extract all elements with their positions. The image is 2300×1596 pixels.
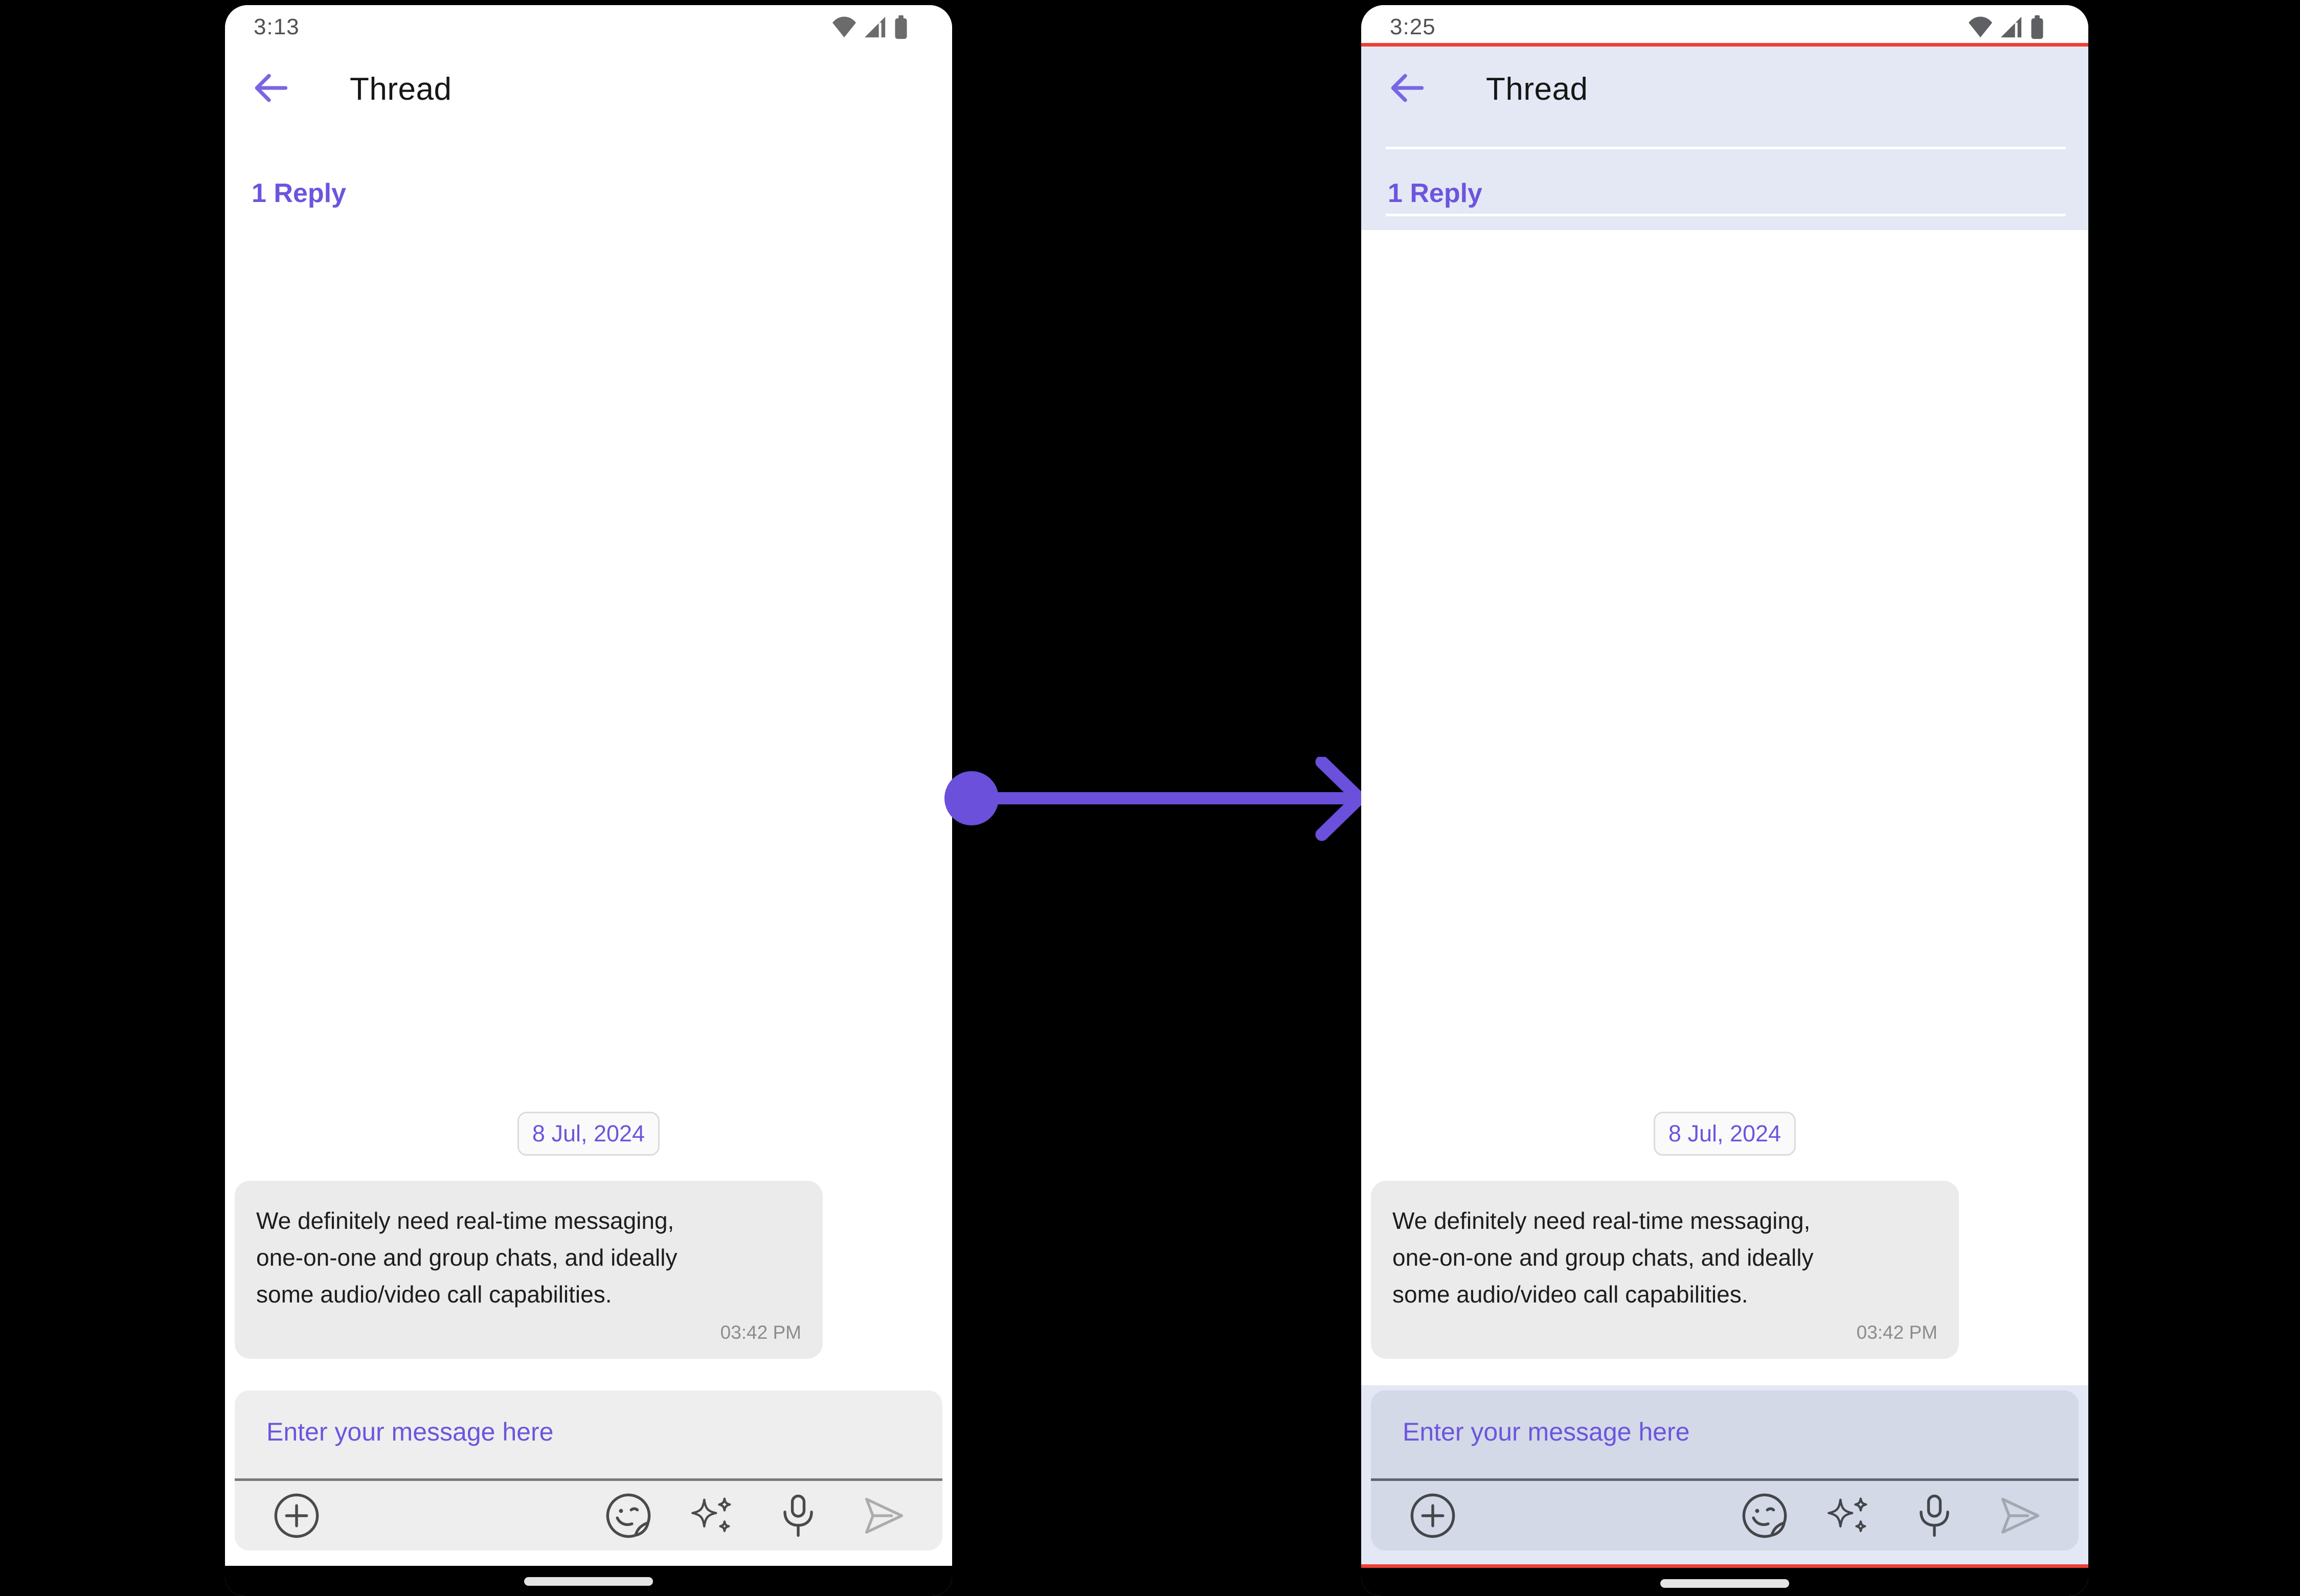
back-arrow-icon (252, 69, 290, 110)
gesture-nav-bar (1361, 1568, 2088, 1596)
composer-toolbar (235, 1481, 942, 1550)
sticker-smile-icon (603, 1490, 654, 1541)
gesture-nav-bar (225, 1566, 952, 1596)
thread-header (1361, 64, 2088, 114)
voice-record-button[interactable] (773, 1490, 824, 1541)
composer (235, 1390, 942, 1550)
back-button[interactable] (1388, 70, 1427, 108)
status-clock: 3:25 (1390, 14, 1436, 39)
sticker-button[interactable] (1739, 1490, 1790, 1541)
sticker-smile-icon (1739, 1490, 1790, 1541)
sparkles-icon (688, 1490, 739, 1541)
message-timestamp: 03:42 PM (720, 1322, 801, 1343)
date-chip: 8 Jul, 2024 (1654, 1112, 1796, 1156)
header-divider (1386, 214, 2066, 216)
date-chip: 8 Jul, 2024 (517, 1112, 660, 1156)
message-input[interactable]: Enter your message here (1403, 1418, 1690, 1446)
cell-signal-icon (863, 15, 887, 39)
message-input[interactable]: Enter your message here (266, 1418, 554, 1446)
reply-count-link[interactable]: 1 Reply (252, 178, 346, 208)
plus-circle-icon (271, 1490, 322, 1541)
message-bubble (235, 1181, 823, 1359)
status-bar (225, 5, 952, 46)
composer-toolbar (1371, 1481, 2079, 1550)
status-icons (831, 14, 909, 40)
send-button[interactable] (858, 1490, 909, 1541)
voice-record-button[interactable] (1909, 1490, 1960, 1541)
send-icon (858, 1490, 909, 1541)
message-text: We definitely need real-time messaging, one-on-one and group chats, and ideally some audio/video call capabilities. (1392, 1207, 1814, 1308)
send-icon (1994, 1490, 2045, 1541)
attach-button[interactable] (1407, 1490, 1458, 1541)
cell-signal-icon (1999, 15, 2023, 39)
status-clock: 3:13 (254, 14, 300, 39)
send-button[interactable] (1994, 1490, 2045, 1541)
home-indicator[interactable] (524, 1577, 653, 1586)
message-text: We definitely need real-time messaging, one-on-one and group chats, and ideally some audio/video call capabilities. (256, 1207, 678, 1308)
reply-count-link[interactable]: 1 Reply (1388, 178, 1482, 208)
plus-circle-icon (1407, 1490, 1458, 1541)
status-icons (1968, 14, 2045, 40)
sparkles-icon (1824, 1490, 1875, 1541)
home-indicator[interactable] (1660, 1579, 1789, 1588)
microphone-icon (1909, 1490, 1960, 1541)
ai-assist-button[interactable] (1824, 1490, 1875, 1541)
composer (1371, 1390, 2079, 1550)
wifi-icon (831, 15, 857, 39)
battery-icon (893, 14, 909, 40)
page-title: Thread (1486, 71, 1588, 107)
message-bubble (1371, 1181, 1959, 1359)
ai-assist-button[interactable] (688, 1490, 739, 1541)
back-button[interactable] (252, 70, 290, 108)
screen-border-red-top (1361, 43, 2088, 47)
back-arrow-icon (1388, 69, 1427, 110)
battery-icon (2029, 14, 2045, 40)
screen-border-red-bottom (1361, 1564, 2088, 1568)
message-timestamp: 03:42 PM (1856, 1322, 1937, 1343)
sticker-button[interactable] (603, 1490, 654, 1541)
status-bar (1361, 5, 2088, 46)
header-divider (1386, 147, 2066, 149)
attach-button[interactable] (271, 1490, 322, 1541)
wifi-icon (1968, 15, 1993, 39)
phone-screenshot-left (225, 5, 952, 1596)
thread-header (225, 64, 952, 114)
phone-screenshot-right (1361, 5, 2088, 1596)
page-title: Thread (350, 71, 452, 107)
microphone-icon (773, 1490, 824, 1541)
transition-arrow (941, 757, 1365, 841)
